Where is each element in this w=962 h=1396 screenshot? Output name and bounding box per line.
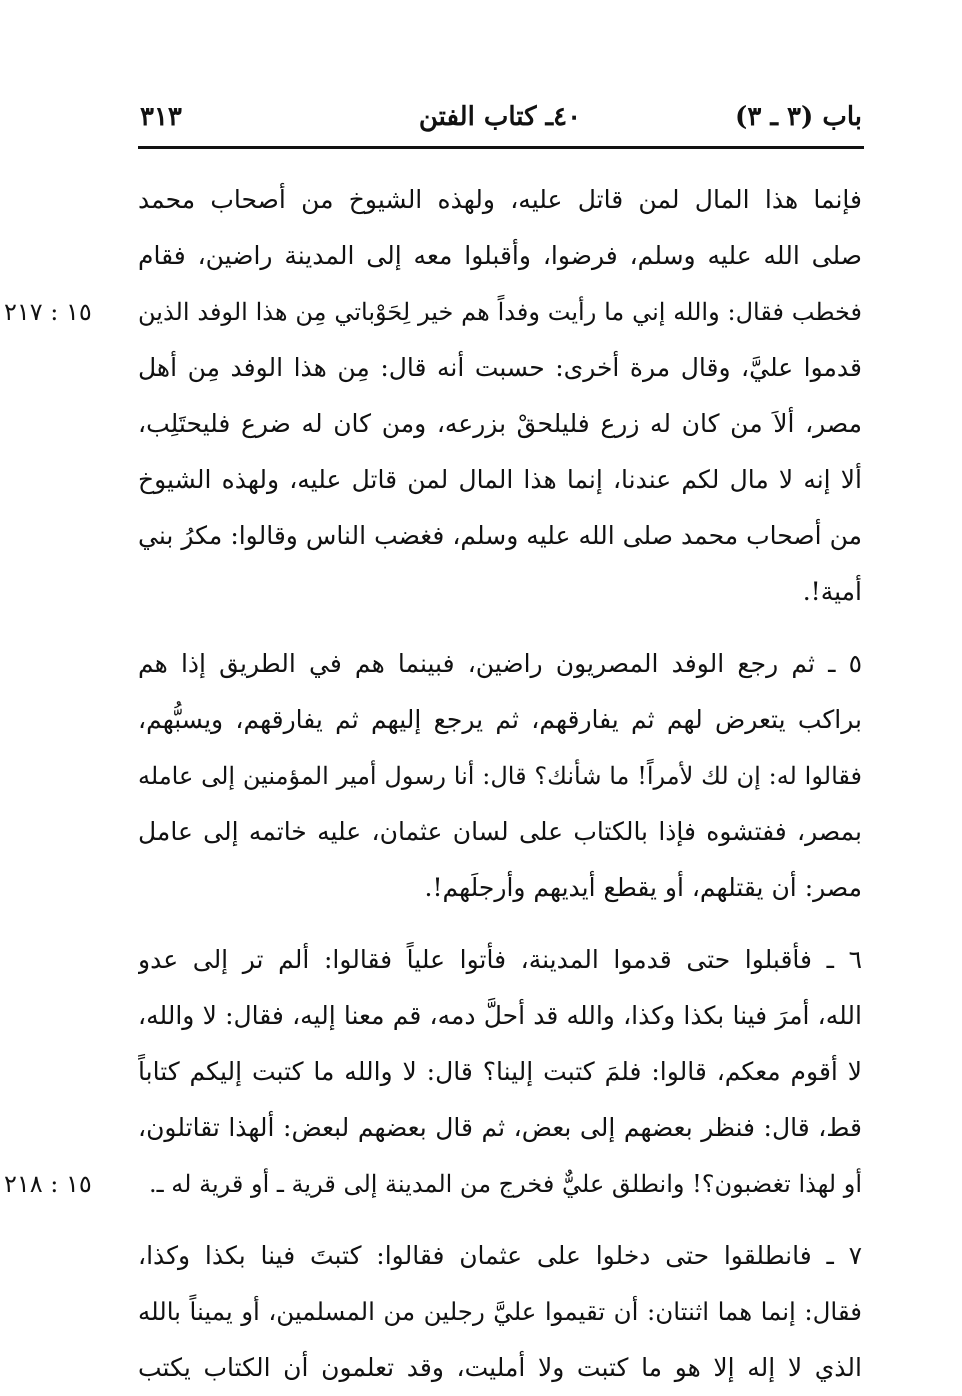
text-line: فقال: إنما هما اثنتان: أن تقيموا عليَّ رجلين من المسلمين، أو يميناً بالله <box>138 1297 862 1326</box>
text-line: فقالوا له: إن لك لأمراً! ما شأنك؟ قال: أنا رسول أمير المؤمنين إلى عامله <box>138 762 862 790</box>
text-line: مصر، ألاَ من كان له زرع فليلحقْ بزرعه، ومن كان له ضرع فليحتَلِب، <box>138 409 862 438</box>
book-title: ٤٠ـ كتاب الفتن <box>418 102 582 132</box>
text-line: براكب يتعرض لهم ثم يفارقهم، ثم يرجع إليهم ثم يفارقهم، ويسبُّهم، <box>138 705 862 734</box>
text-line: أمية!. <box>802 577 862 606</box>
chapter-label: باب (٣ ـ ٣) <box>735 102 862 132</box>
text-line: قدموا عليَّ، وقال مرة أخرى: حسبت أنه قال: مِن هذا الوفد مِن أهل <box>138 353 862 382</box>
header-rule <box>138 146 864 149</box>
text-line: الذي لا إله إلا هو ما كتبت ولا أمليت، وقد تعلمون أن الكتاب يكتب <box>138 1353 862 1382</box>
text-line: أو لهذا تغضبون؟! وانطلق عليٌّ فخرج من المدينة إلى قرية ـ أو قرية له ـ. <box>149 1170 862 1198</box>
page-number: ٣١٣ <box>140 102 182 132</box>
text-line: فخطب فقال: والله إني ما رأيت وفداً هم خير لِحَوْباتي مِن هذا الوفد الذين <box>138 298 862 326</box>
text-line: من أصحاب محمد صلى الله عليه وسلم، فغضب الناس وقالوا: مكرُ بني <box>138 521 862 550</box>
margin-reference: ١٥ : ٢١٨ <box>4 1170 92 1198</box>
text-line: ٦ ـ فأقبلوا حتى قدموا المدينة، فأتوا علياً فقالوا: ألم تر إلى عدو <box>138 945 862 974</box>
page-header <box>138 96 862 140</box>
text-line: لا أقوم معكم، قالوا: فلمَ كتبت إلينا؟ قال: لا والله ما كتبت إليكم كتاباً <box>138 1057 862 1086</box>
text-line: ألا إنه لا مال لكم عندنا، إنما هذا المال لمن قاتل عليه، ولهذه الشيوخ <box>138 465 862 494</box>
text-line: مصر: أن يقتلهم، أو يقطع أيديهم وأرجلَهم!. <box>424 873 862 902</box>
text-line: قط، قال: فنظر بعضهم إلى بعض، ثم قال بعضهم لبعض: ألهذا تقاتلون، <box>138 1113 862 1142</box>
text-line: الله، أمرَ فينا بكذا وكذا، والله قد أحلَّ دمه، قم معنا إليه، فقال: لا والله، <box>138 1001 862 1030</box>
text-line: بمصر، ففتشوه فإذا بالكتاب على لسان عثمان، عليه خاتمه إلى عامل <box>138 817 862 846</box>
text-line: ٧ ـ فانطلقوا حتى دخلوا على عثمان فقالوا: كتبتَ فينا بكذا وكذا، <box>138 1241 862 1270</box>
margin-reference: ١٥ : ٢١٧ <box>4 298 92 326</box>
text-line: ٥ ـ ثم رجع الوفد المصريون راضين، فبينما هم في الطريق إذا هم <box>138 649 862 678</box>
text-line: فإنما هذا المال لمن قاتل عليه، ولهذه الشيوخ من أصحاب محمد <box>138 185 862 214</box>
text-line: صلى الله عليه وسلم، فرضوا، وأقبلوا معه إلى المدينة راضين، فقام <box>138 241 862 270</box>
